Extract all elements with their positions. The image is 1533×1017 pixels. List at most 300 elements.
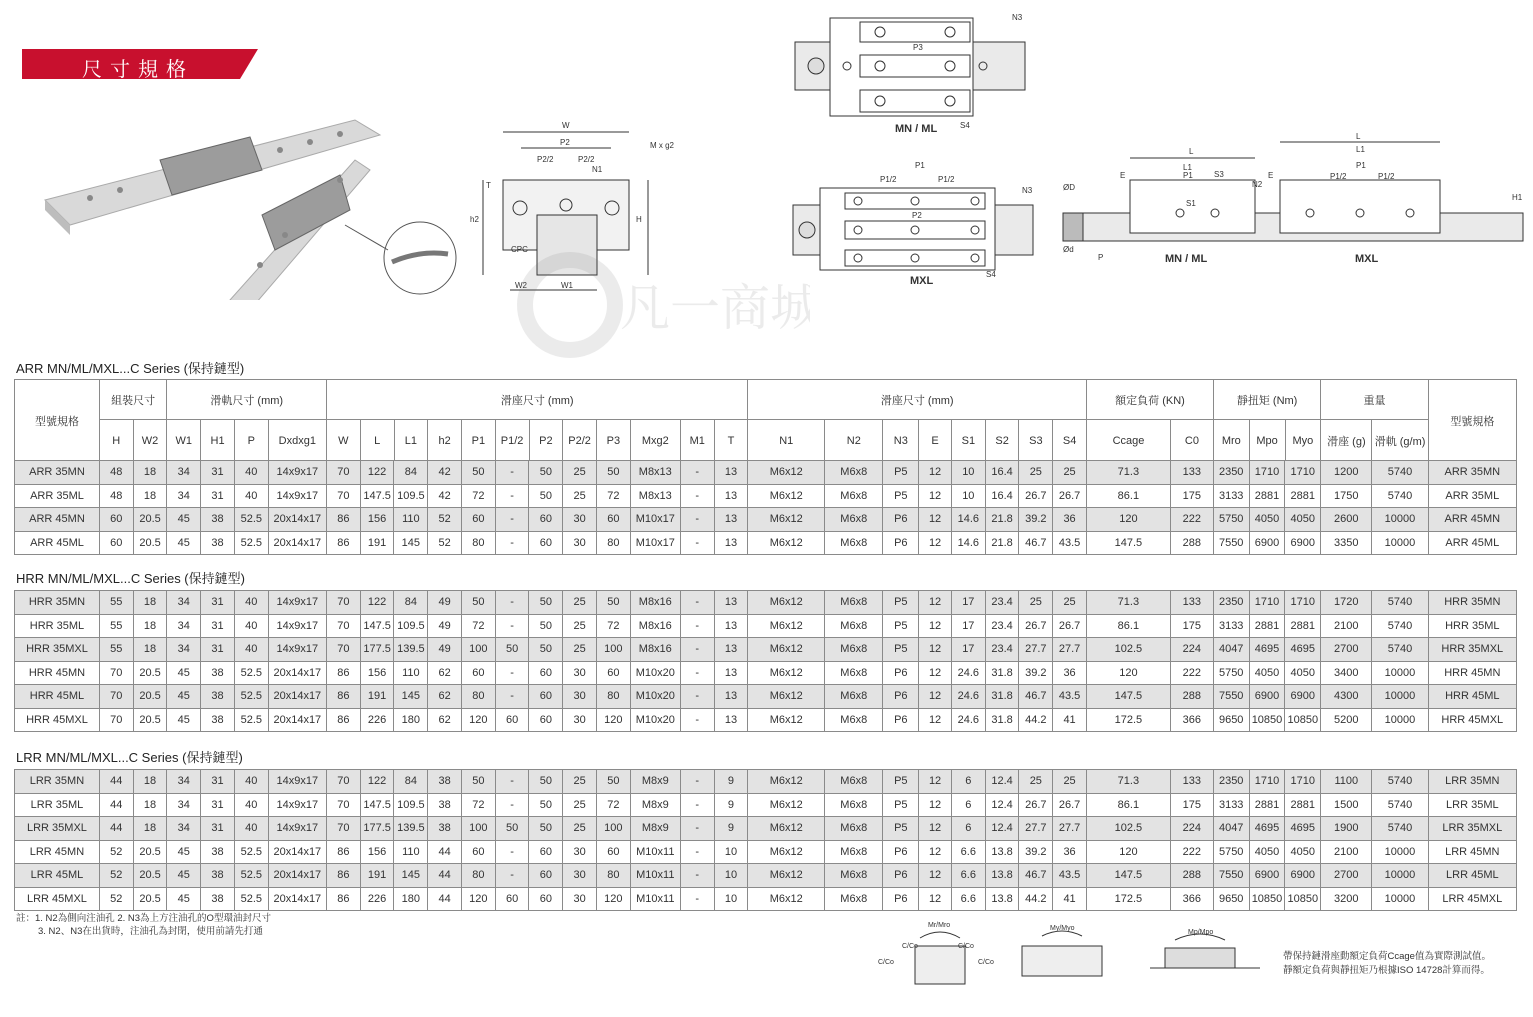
value-cell: 46.7 xyxy=(1019,531,1053,555)
column-header: h2 xyxy=(428,420,462,463)
value-cell: 52.5 xyxy=(234,887,268,911)
value-cell: 70 xyxy=(326,638,360,662)
model-cell: ARR 45MN xyxy=(15,508,100,532)
value-cell: 3200 xyxy=(1321,887,1372,911)
value-cell: 18 xyxy=(133,793,167,817)
value-cell: 4695 xyxy=(1249,817,1285,841)
value-cell: 80 xyxy=(596,685,630,709)
model-header: 型號規格 xyxy=(15,380,100,463)
value-cell: - xyxy=(680,461,714,485)
value-cell: 2700 xyxy=(1321,864,1372,888)
value-cell: 70 xyxy=(326,591,360,615)
value-cell: 14x9x17 xyxy=(268,484,326,508)
value-cell: 25 xyxy=(1019,591,1053,615)
value-cell: 31 xyxy=(201,638,235,662)
value-cell: 180 xyxy=(394,708,428,732)
value-cell: 102.5 xyxy=(1086,817,1170,841)
value-cell: 12 xyxy=(919,708,952,732)
column-header: L1 xyxy=(394,420,428,463)
value-cell: M8x9 xyxy=(630,770,680,794)
value-cell: 86 xyxy=(326,708,360,732)
value-cell: 20.5 xyxy=(133,685,167,709)
value-cell: 26.7 xyxy=(1019,484,1053,508)
value-cell: 52.5 xyxy=(234,508,268,532)
value-cell: M6x12 xyxy=(748,531,825,555)
value-cell: 52.5 xyxy=(234,708,268,732)
value-cell: 34 xyxy=(167,817,201,841)
value-cell: 36 xyxy=(1053,840,1087,864)
value-cell: 50 xyxy=(529,817,563,841)
column-header: P1/2 xyxy=(495,420,529,463)
value-cell: 12.4 xyxy=(985,817,1019,841)
value-cell: 80 xyxy=(596,531,630,555)
value-cell: 147.5 xyxy=(360,614,394,638)
rating-note-line-1: 帶保持鏈滑座動額定負荷Ccage值為實際測試值。 xyxy=(1283,951,1491,962)
value-cell: 9 xyxy=(714,817,748,841)
value-cell: 44 xyxy=(99,770,133,794)
value-cell: M6x8 xyxy=(825,531,883,555)
model-cell: LRR 45MXL xyxy=(1428,887,1516,911)
table-row xyxy=(15,638,1517,662)
value-cell: 13.8 xyxy=(985,887,1019,911)
value-cell: 12 xyxy=(919,840,952,864)
value-cell: M6x12 xyxy=(748,638,825,662)
value-cell: 84 xyxy=(394,461,428,485)
value-cell: P6 xyxy=(883,685,919,709)
value-cell: 2881 xyxy=(1285,614,1321,638)
value-cell: 25 xyxy=(1019,461,1053,485)
value-cell: 13 xyxy=(714,614,748,638)
value-cell: 18 xyxy=(133,770,167,794)
value-cell: 4050 xyxy=(1285,840,1321,864)
value-cell: 25 xyxy=(563,461,597,485)
value-cell: 6 xyxy=(951,770,985,794)
svg-text:E: E xyxy=(1268,171,1274,180)
value-cell: 44 xyxy=(428,887,462,911)
value-cell: 12 xyxy=(919,614,952,638)
svg-text:W2: W2 xyxy=(515,281,527,290)
value-cell: 6900 xyxy=(1249,864,1285,888)
value-cell: 40 xyxy=(234,793,268,817)
value-cell: 10850 xyxy=(1249,887,1285,911)
value-cell: 25 xyxy=(1019,770,1053,794)
value-cell: 5740 xyxy=(1372,461,1428,485)
value-cell: M6x12 xyxy=(748,770,825,794)
value-cell: 14x9x17 xyxy=(268,793,326,817)
svg-text:L: L xyxy=(1189,147,1194,156)
value-cell: 38 xyxy=(201,685,235,709)
value-cell: 4050 xyxy=(1249,508,1285,532)
value-cell: 1900 xyxy=(1321,817,1372,841)
footnotes xyxy=(16,912,271,938)
value-cell: 5740 xyxy=(1372,614,1428,638)
value-cell: 70 xyxy=(326,484,360,508)
value-cell: 5750 xyxy=(1213,840,1249,864)
value-cell: M10x17 xyxy=(630,508,680,532)
value-cell: - xyxy=(495,864,529,888)
value-cell: 5740 xyxy=(1372,817,1428,841)
value-cell: 6.6 xyxy=(951,887,985,911)
value-cell: 70 xyxy=(326,770,360,794)
value-cell: M6x12 xyxy=(748,840,825,864)
value-cell: 2600 xyxy=(1321,508,1372,532)
value-cell: 27.7 xyxy=(1019,638,1053,662)
value-cell: 5740 xyxy=(1372,638,1428,662)
value-cell: 1710 xyxy=(1285,591,1321,615)
value-cell: 17 xyxy=(951,591,985,615)
value-cell: 80 xyxy=(461,685,495,709)
value-cell: 42 xyxy=(428,461,462,485)
svg-text:P3: P3 xyxy=(913,43,923,52)
svg-text:MXL: MXL xyxy=(1355,253,1379,265)
value-cell: 50 xyxy=(461,770,495,794)
value-cell: 52.5 xyxy=(234,661,268,685)
value-cell: 23.4 xyxy=(985,638,1019,662)
value-cell: 10000 xyxy=(1372,840,1428,864)
value-cell: 31 xyxy=(201,793,235,817)
value-cell: 25 xyxy=(563,614,597,638)
value-cell: 43.5 xyxy=(1053,864,1087,888)
value-cell: 172.5 xyxy=(1086,887,1170,911)
value-cell: P6 xyxy=(883,661,919,685)
value-cell: 72 xyxy=(461,484,495,508)
value-cell: - xyxy=(495,484,529,508)
table-row xyxy=(15,840,1517,864)
value-cell: M8x13 xyxy=(630,461,680,485)
value-cell: M8x16 xyxy=(630,638,680,662)
value-cell: 180 xyxy=(394,887,428,911)
column-header: P1 xyxy=(462,420,496,463)
svg-text:N2: N2 xyxy=(1252,180,1263,189)
value-cell: 60 xyxy=(461,840,495,864)
value-cell: 1100 xyxy=(1321,770,1372,794)
rating-note xyxy=(1283,950,1491,978)
value-cell: - xyxy=(495,793,529,817)
column-header: 滑軌 (g/m) xyxy=(1372,420,1428,463)
series-title-lrr: LRR MN/ML/MXL...C Series (保持鏈型) xyxy=(16,750,243,765)
value-cell: 20x14x17 xyxy=(268,685,326,709)
value-cell: 48 xyxy=(99,484,133,508)
value-cell: 52.5 xyxy=(234,531,268,555)
value-cell: 86 xyxy=(326,887,360,911)
value-cell: 25 xyxy=(563,638,597,662)
value-cell: 10000 xyxy=(1372,708,1428,732)
value-cell: 26.7 xyxy=(1019,614,1053,638)
value-cell: 20.5 xyxy=(133,708,167,732)
value-cell: 46.7 xyxy=(1019,685,1053,709)
value-cell: 5740 xyxy=(1372,793,1428,817)
value-cell: M6x8 xyxy=(825,508,883,532)
value-cell: 50 xyxy=(461,461,495,485)
column-header: S3 xyxy=(1019,420,1053,463)
value-cell: 4050 xyxy=(1249,661,1285,685)
model-cell: HRR 45ML xyxy=(15,685,100,709)
value-cell: 13 xyxy=(714,708,748,732)
model-cell: HRR 45MXL xyxy=(1428,708,1516,732)
value-cell: 1710 xyxy=(1249,591,1285,615)
value-cell: 13 xyxy=(714,638,748,662)
value-cell: 6.6 xyxy=(951,864,985,888)
value-cell: 86 xyxy=(326,685,360,709)
value-cell: 30 xyxy=(563,708,597,732)
value-cell: 26.7 xyxy=(1053,793,1087,817)
value-cell: - xyxy=(680,614,714,638)
svg-text:M x g2: M x g2 xyxy=(650,141,675,150)
value-cell: 10850 xyxy=(1249,708,1285,732)
value-cell: - xyxy=(680,708,714,732)
value-cell: 25 xyxy=(563,770,597,794)
value-cell: 36 xyxy=(1053,661,1087,685)
value-cell: 10000 xyxy=(1372,864,1428,888)
svg-text:Mr/Mro: Mr/Mro xyxy=(928,922,951,929)
value-cell: 80 xyxy=(596,864,630,888)
column-header: S2 xyxy=(985,420,1019,463)
value-cell: 12.4 xyxy=(985,793,1019,817)
table-row xyxy=(15,685,1517,709)
value-cell: 12 xyxy=(919,685,952,709)
value-cell: 226 xyxy=(360,887,394,911)
value-cell: 224 xyxy=(1170,638,1213,662)
value-cell: 10000 xyxy=(1372,685,1428,709)
column-header: H1 xyxy=(201,420,235,463)
value-cell: M10x11 xyxy=(630,840,680,864)
value-cell: 27.7 xyxy=(1053,638,1087,662)
value-cell: 17 xyxy=(951,638,985,662)
column-header: P2 xyxy=(529,420,563,463)
weight-header: 重量 xyxy=(1321,380,1428,420)
column-header: Mxg2 xyxy=(630,420,680,463)
spec-table-header xyxy=(14,379,1517,463)
value-cell: 10000 xyxy=(1372,887,1428,911)
value-cell: 1500 xyxy=(1321,793,1372,817)
value-cell: M6x12 xyxy=(748,887,825,911)
value-cell: 20.5 xyxy=(133,840,167,864)
value-cell: 55 xyxy=(99,591,133,615)
value-cell: M6x8 xyxy=(825,638,883,662)
value-cell: 31 xyxy=(201,614,235,638)
series-title-arr: ARR MN/ML/MXL...C Series (保持鏈型) xyxy=(16,361,245,376)
value-cell: 60 xyxy=(596,840,630,864)
value-cell: 147.5 xyxy=(360,484,394,508)
value-cell: 24.6 xyxy=(951,708,985,732)
value-cell: 31.8 xyxy=(985,685,1019,709)
svg-text:W1: W1 xyxy=(561,281,573,290)
column-header: Dxdxg1 xyxy=(268,420,326,463)
value-cell: 49 xyxy=(428,614,462,638)
value-cell: 12 xyxy=(919,461,952,485)
value-cell: 12 xyxy=(919,661,952,685)
value-cell: 16.4 xyxy=(985,484,1019,508)
model-cell: LRR 45MXL xyxy=(15,887,100,911)
svg-text:T: T xyxy=(486,181,491,190)
value-cell: 133 xyxy=(1170,591,1213,615)
value-cell: 20x14x17 xyxy=(268,840,326,864)
model-cell: LRR 35MN xyxy=(1428,770,1516,794)
value-cell: 1720 xyxy=(1321,591,1372,615)
value-cell: 191 xyxy=(360,685,394,709)
model-cell: HRR 35MN xyxy=(15,591,100,615)
model-cell: LRR 45ML xyxy=(1428,864,1516,888)
value-cell: 49 xyxy=(428,591,462,615)
value-cell: P5 xyxy=(883,461,919,485)
value-cell: - xyxy=(495,461,529,485)
value-cell: M6x12 xyxy=(748,508,825,532)
value-cell: 86.1 xyxy=(1086,793,1170,817)
svg-text:P2: P2 xyxy=(912,211,922,220)
value-cell: 10850 xyxy=(1285,887,1321,911)
value-cell: 39.2 xyxy=(1019,840,1053,864)
value-cell: 60 xyxy=(596,508,630,532)
value-cell: M10x20 xyxy=(630,685,680,709)
value-cell: 6 xyxy=(951,793,985,817)
value-cell: 43.5 xyxy=(1053,685,1087,709)
value-cell: 7550 xyxy=(1213,685,1249,709)
value-cell: 38 xyxy=(201,840,235,864)
column-header: P3 xyxy=(597,420,631,463)
page-title: 尺寸規格 xyxy=(82,59,194,81)
value-cell: 13 xyxy=(714,508,748,532)
value-cell: 20.5 xyxy=(133,508,167,532)
value-cell: 224 xyxy=(1170,817,1213,841)
value-cell: 60 xyxy=(495,708,529,732)
value-cell: 145 xyxy=(394,864,428,888)
value-cell: 13 xyxy=(714,461,748,485)
value-cell: M8x13 xyxy=(630,484,680,508)
value-cell: - xyxy=(495,531,529,555)
value-cell: 50 xyxy=(529,591,563,615)
svg-text:P2: P2 xyxy=(560,138,570,147)
value-cell: 2350 xyxy=(1213,591,1249,615)
value-cell: 40 xyxy=(234,770,268,794)
value-cell: 12 xyxy=(919,793,952,817)
value-cell: 109.5 xyxy=(394,614,428,638)
value-cell: M6x12 xyxy=(748,685,825,709)
value-cell: M6x12 xyxy=(748,614,825,638)
value-cell: 55 xyxy=(99,638,133,662)
value-cell: 71.3 xyxy=(1086,591,1170,615)
value-cell: 72 xyxy=(461,793,495,817)
value-cell: 84 xyxy=(394,591,428,615)
value-cell: 50 xyxy=(529,484,563,508)
value-cell: 13 xyxy=(714,484,748,508)
value-cell: 72 xyxy=(596,793,630,817)
value-cell: 1710 xyxy=(1285,770,1321,794)
technical-drawings xyxy=(0,0,1533,300)
value-cell: 45 xyxy=(167,531,201,555)
value-cell: 21.8 xyxy=(985,508,1019,532)
value-cell: 120 xyxy=(461,887,495,911)
value-cell: 60 xyxy=(529,887,563,911)
value-cell: P6 xyxy=(883,840,919,864)
value-cell: 10000 xyxy=(1372,531,1428,555)
model-cell: ARR 45ML xyxy=(1428,531,1516,555)
value-cell: 31 xyxy=(201,461,235,485)
value-cell: 50 xyxy=(461,591,495,615)
value-cell: 13 xyxy=(714,661,748,685)
value-cell: 41 xyxy=(1053,887,1087,911)
value-cell: 60 xyxy=(495,887,529,911)
value-cell: - xyxy=(495,508,529,532)
value-cell: 70 xyxy=(99,661,133,685)
column-header: H xyxy=(99,420,133,463)
value-cell: 18 xyxy=(133,484,167,508)
value-cell: P6 xyxy=(883,508,919,532)
value-cell: 2881 xyxy=(1285,484,1321,508)
value-cell: 222 xyxy=(1170,840,1213,864)
value-cell: 122 xyxy=(360,591,394,615)
column-header: T xyxy=(714,420,748,463)
table-row xyxy=(15,887,1517,911)
value-cell: 1710 xyxy=(1285,461,1321,485)
moment-diagrams xyxy=(870,918,1270,988)
value-cell: 2100 xyxy=(1321,614,1372,638)
value-cell: 12 xyxy=(919,591,952,615)
value-cell: 34 xyxy=(167,770,201,794)
value-cell: 12 xyxy=(919,817,952,841)
value-cell: 50 xyxy=(495,638,529,662)
value-cell: - xyxy=(680,638,714,662)
value-cell: 12 xyxy=(919,638,952,662)
value-cell: 27.7 xyxy=(1053,817,1087,841)
value-cell: 13 xyxy=(714,591,748,615)
model-cell: LRR 35MXL xyxy=(1428,817,1516,841)
value-cell: 36 xyxy=(1053,508,1087,532)
value-cell: 38 xyxy=(201,708,235,732)
value-cell: 13.8 xyxy=(985,864,1019,888)
column-header: L xyxy=(360,420,394,463)
value-cell: P6 xyxy=(883,887,919,911)
value-cell: M10x17 xyxy=(630,531,680,555)
table-row xyxy=(15,484,1517,508)
value-cell: 5750 xyxy=(1213,661,1249,685)
value-cell: 62 xyxy=(428,708,462,732)
value-cell: 226 xyxy=(360,708,394,732)
model-cell: HRR 35MN xyxy=(1428,591,1516,615)
value-cell: M6x8 xyxy=(825,661,883,685)
value-cell: 1200 xyxy=(1321,461,1372,485)
svg-text:C/Co: C/Co xyxy=(902,943,918,950)
value-cell: 43.5 xyxy=(1053,531,1087,555)
value-cell: 26.7 xyxy=(1053,484,1087,508)
value-cell: 366 xyxy=(1170,887,1213,911)
svg-text:P1/2: P1/2 xyxy=(1330,172,1347,181)
model-cell: LRR 45ML xyxy=(15,864,100,888)
value-cell: P5 xyxy=(883,484,919,508)
value-cell: 18 xyxy=(133,638,167,662)
value-cell: 2100 xyxy=(1321,840,1372,864)
svg-text:P2/2: P2/2 xyxy=(537,155,554,164)
value-cell: P5 xyxy=(883,591,919,615)
value-cell: 86 xyxy=(326,661,360,685)
value-cell: 122 xyxy=(360,770,394,794)
value-cell: - xyxy=(680,591,714,615)
value-cell: - xyxy=(495,614,529,638)
column-header: N1 xyxy=(748,420,825,463)
value-cell: M8x9 xyxy=(630,817,680,841)
value-cell: 62 xyxy=(428,685,462,709)
value-cell: M8x16 xyxy=(630,614,680,638)
value-cell: 177.5 xyxy=(360,817,394,841)
value-cell: 4047 xyxy=(1213,638,1249,662)
value-cell: 44 xyxy=(428,864,462,888)
value-cell: 10000 xyxy=(1372,661,1428,685)
footnote-line-1: 註：1. N2為側向注油孔 2. N3為上方注油孔的O型環油封尺寸 xyxy=(16,913,271,924)
value-cell: 18 xyxy=(133,817,167,841)
value-cell: 10 xyxy=(714,864,748,888)
value-cell: 14x9x17 xyxy=(268,614,326,638)
value-cell: 10 xyxy=(951,461,985,485)
value-cell: 40 xyxy=(234,638,268,662)
